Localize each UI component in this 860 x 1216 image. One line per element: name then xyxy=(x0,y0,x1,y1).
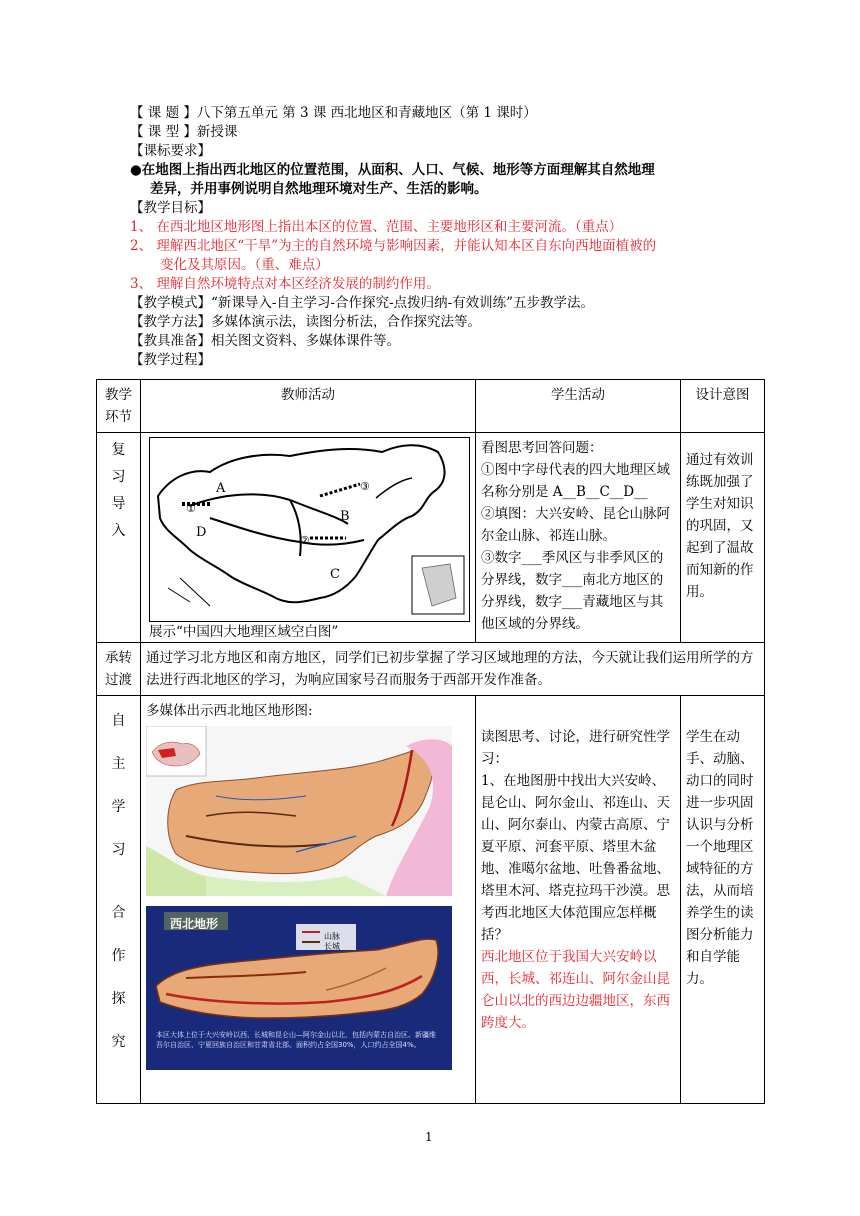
table-header-row xyxy=(97,380,765,433)
map-label-b: B xyxy=(340,509,350,524)
map-label-d: D xyxy=(196,525,207,540)
teacher-activity-explore xyxy=(141,696,476,1104)
lesson-header xyxy=(130,104,770,370)
student-task: 1、在地图册中找出大兴安岭、昆仑山、阿尔金山、祁连山、天山、阿尔泰山、内蒙古高原、宁夏平原、河套平原、塔里木盆地、准噶尔盆地、吐鲁番盆地、塔里木河、塔克拉玛干沙漠。思考西北地区大体范围应怎样概括？ xyxy=(481,773,670,943)
standard-label: 【课标要求】 xyxy=(130,143,211,159)
china-regions-blank-map xyxy=(149,437,470,622)
legend-mountain: 山脉 xyxy=(324,932,340,941)
stage-transition: 承转过渡 xyxy=(97,643,141,696)
header-design: 设计意图 xyxy=(681,380,765,433)
table-row-review xyxy=(97,433,765,643)
teaching-process-label: 【教学过程】 xyxy=(130,352,211,368)
type-line: 【 课 型 】新授课 xyxy=(130,124,238,140)
map-label-3: ③ xyxy=(360,480,370,493)
map-label-c: C xyxy=(330,567,340,582)
map-label-a: A xyxy=(216,481,226,496)
map-label-1: ① xyxy=(186,502,196,515)
goal-3: 3、 理解自然环境特点对本区经济发展的制约作用。 xyxy=(130,276,440,292)
goal-2-cont: 变化及其原因。（重、难点） xyxy=(160,257,329,273)
design-intent-review: 通过有效训练既加强了学生对知识的巩固，又起到了温故而知新的作用。 xyxy=(681,433,765,643)
teaching-mode: 【教学模式】“新课导入-自主学习-合作探究-点拨归纳-有效训练”五步教学法。 xyxy=(130,295,595,311)
northwest-topographic-map xyxy=(146,726,452,896)
page-number: 1 xyxy=(425,1130,433,1144)
standard-line-2: 差异，并用事例说明自然地理环境对生产、生活的影响。 xyxy=(150,181,488,197)
header-student: 学生活动 xyxy=(476,380,681,433)
map-caption: 展示“中国四大地理区域空白图” xyxy=(149,624,339,640)
type-value: 新授课 xyxy=(196,124,238,140)
header-teacher: 教师活动 xyxy=(141,380,476,433)
design-intent-explore: 学生在动手、动脑、动口的同时进一步巩固认识与分析一个地理区域特征的方法，从而培养学生的读图分析能力和自学能力。 xyxy=(681,696,765,1104)
goal-2: 2、 理解西北地区“干旱”为主的自然环境与影响因素，并能认知本区自东向西地面植被的 xyxy=(130,238,657,254)
topic-line: 【 课 题 】八下第五单元 第 3 课 西北地区和青藏地区（第 1 课时） xyxy=(130,105,537,121)
lesson-table xyxy=(96,379,765,1104)
student-answer: 西北地区位于我国大兴安岭以西，长城、祁连山、阿尔金山昆仑山以北的西边边疆地区，东西跨度大。 xyxy=(481,949,670,1031)
table-row-explore xyxy=(97,696,765,1104)
stage-review: 复 习 导 入 xyxy=(97,433,141,643)
header-stage: 教学环节 xyxy=(97,380,141,433)
northwest-terrain-slide xyxy=(146,906,452,1070)
teacher-transition-text: 通过学习北方地区和南方地区，同学们已初步掌握了学习区域地理的方法，今天就让我们运用所学的方法进行西北地区的学习，为响应国家号召而服务于西部开发作准备。 xyxy=(141,643,765,696)
teacher-activity-review xyxy=(141,433,476,643)
legend-great-wall: 长城 xyxy=(324,942,340,951)
topic-value: 八下第五单元 第 3 课 西北地区和青藏地区（第 1 课时） xyxy=(196,105,537,121)
student-intro: 读图思考、讨论，进行研究性学习： xyxy=(481,729,670,767)
goals-label: 【教学目标】 xyxy=(130,200,211,216)
standard-line-1: ●在地图上指出西北地区的位置范围，从面积、人口、气候、地形等方面理解其自然地理 xyxy=(130,162,655,178)
student-activity-explore xyxy=(476,696,681,1104)
table-row-transition xyxy=(97,643,765,696)
teacher-intro: 多媒体出示西北地区地形图: xyxy=(146,703,313,719)
goal-1: 1、 在西北地区地形图上指出本区的位置、范围、主要地形区和主要河流。（重点） xyxy=(130,219,623,235)
stage-explore: 自 主 学 习 合 作 探 究 xyxy=(97,696,141,1104)
map-label-2: ② xyxy=(300,534,310,547)
slide-description: 本区大体上位于大兴安岭以西、长城和昆仑山—阿尔金山以北，包括内蒙古自治区、新疆维吾尔自治区、宁夏回族自治区和甘肃省北部。面积约占全国30%，人口约占全国4%。 xyxy=(156,1031,436,1049)
teaching-method: 【教学方法】多媒体演示法，读图分析法，合作探究法等。 xyxy=(130,314,481,330)
teaching-tools: 【教具准备】相关图文资料、多媒体课件等。 xyxy=(130,333,400,349)
student-activity-review: 看图思考回答问题： ①图中字母代表的四大地理区域名称分别是 A__B__C__D__ ②填图：大兴安岭、昆仑山脉阿尔金山脉、祁连山脉。 ③数字___季风区与非季风区的分界线，数字___南北方地区的分界线，数字___青藏地区与其他区域的分界线。 xyxy=(476,433,681,643)
slide-title: 西北地形 xyxy=(170,917,219,931)
